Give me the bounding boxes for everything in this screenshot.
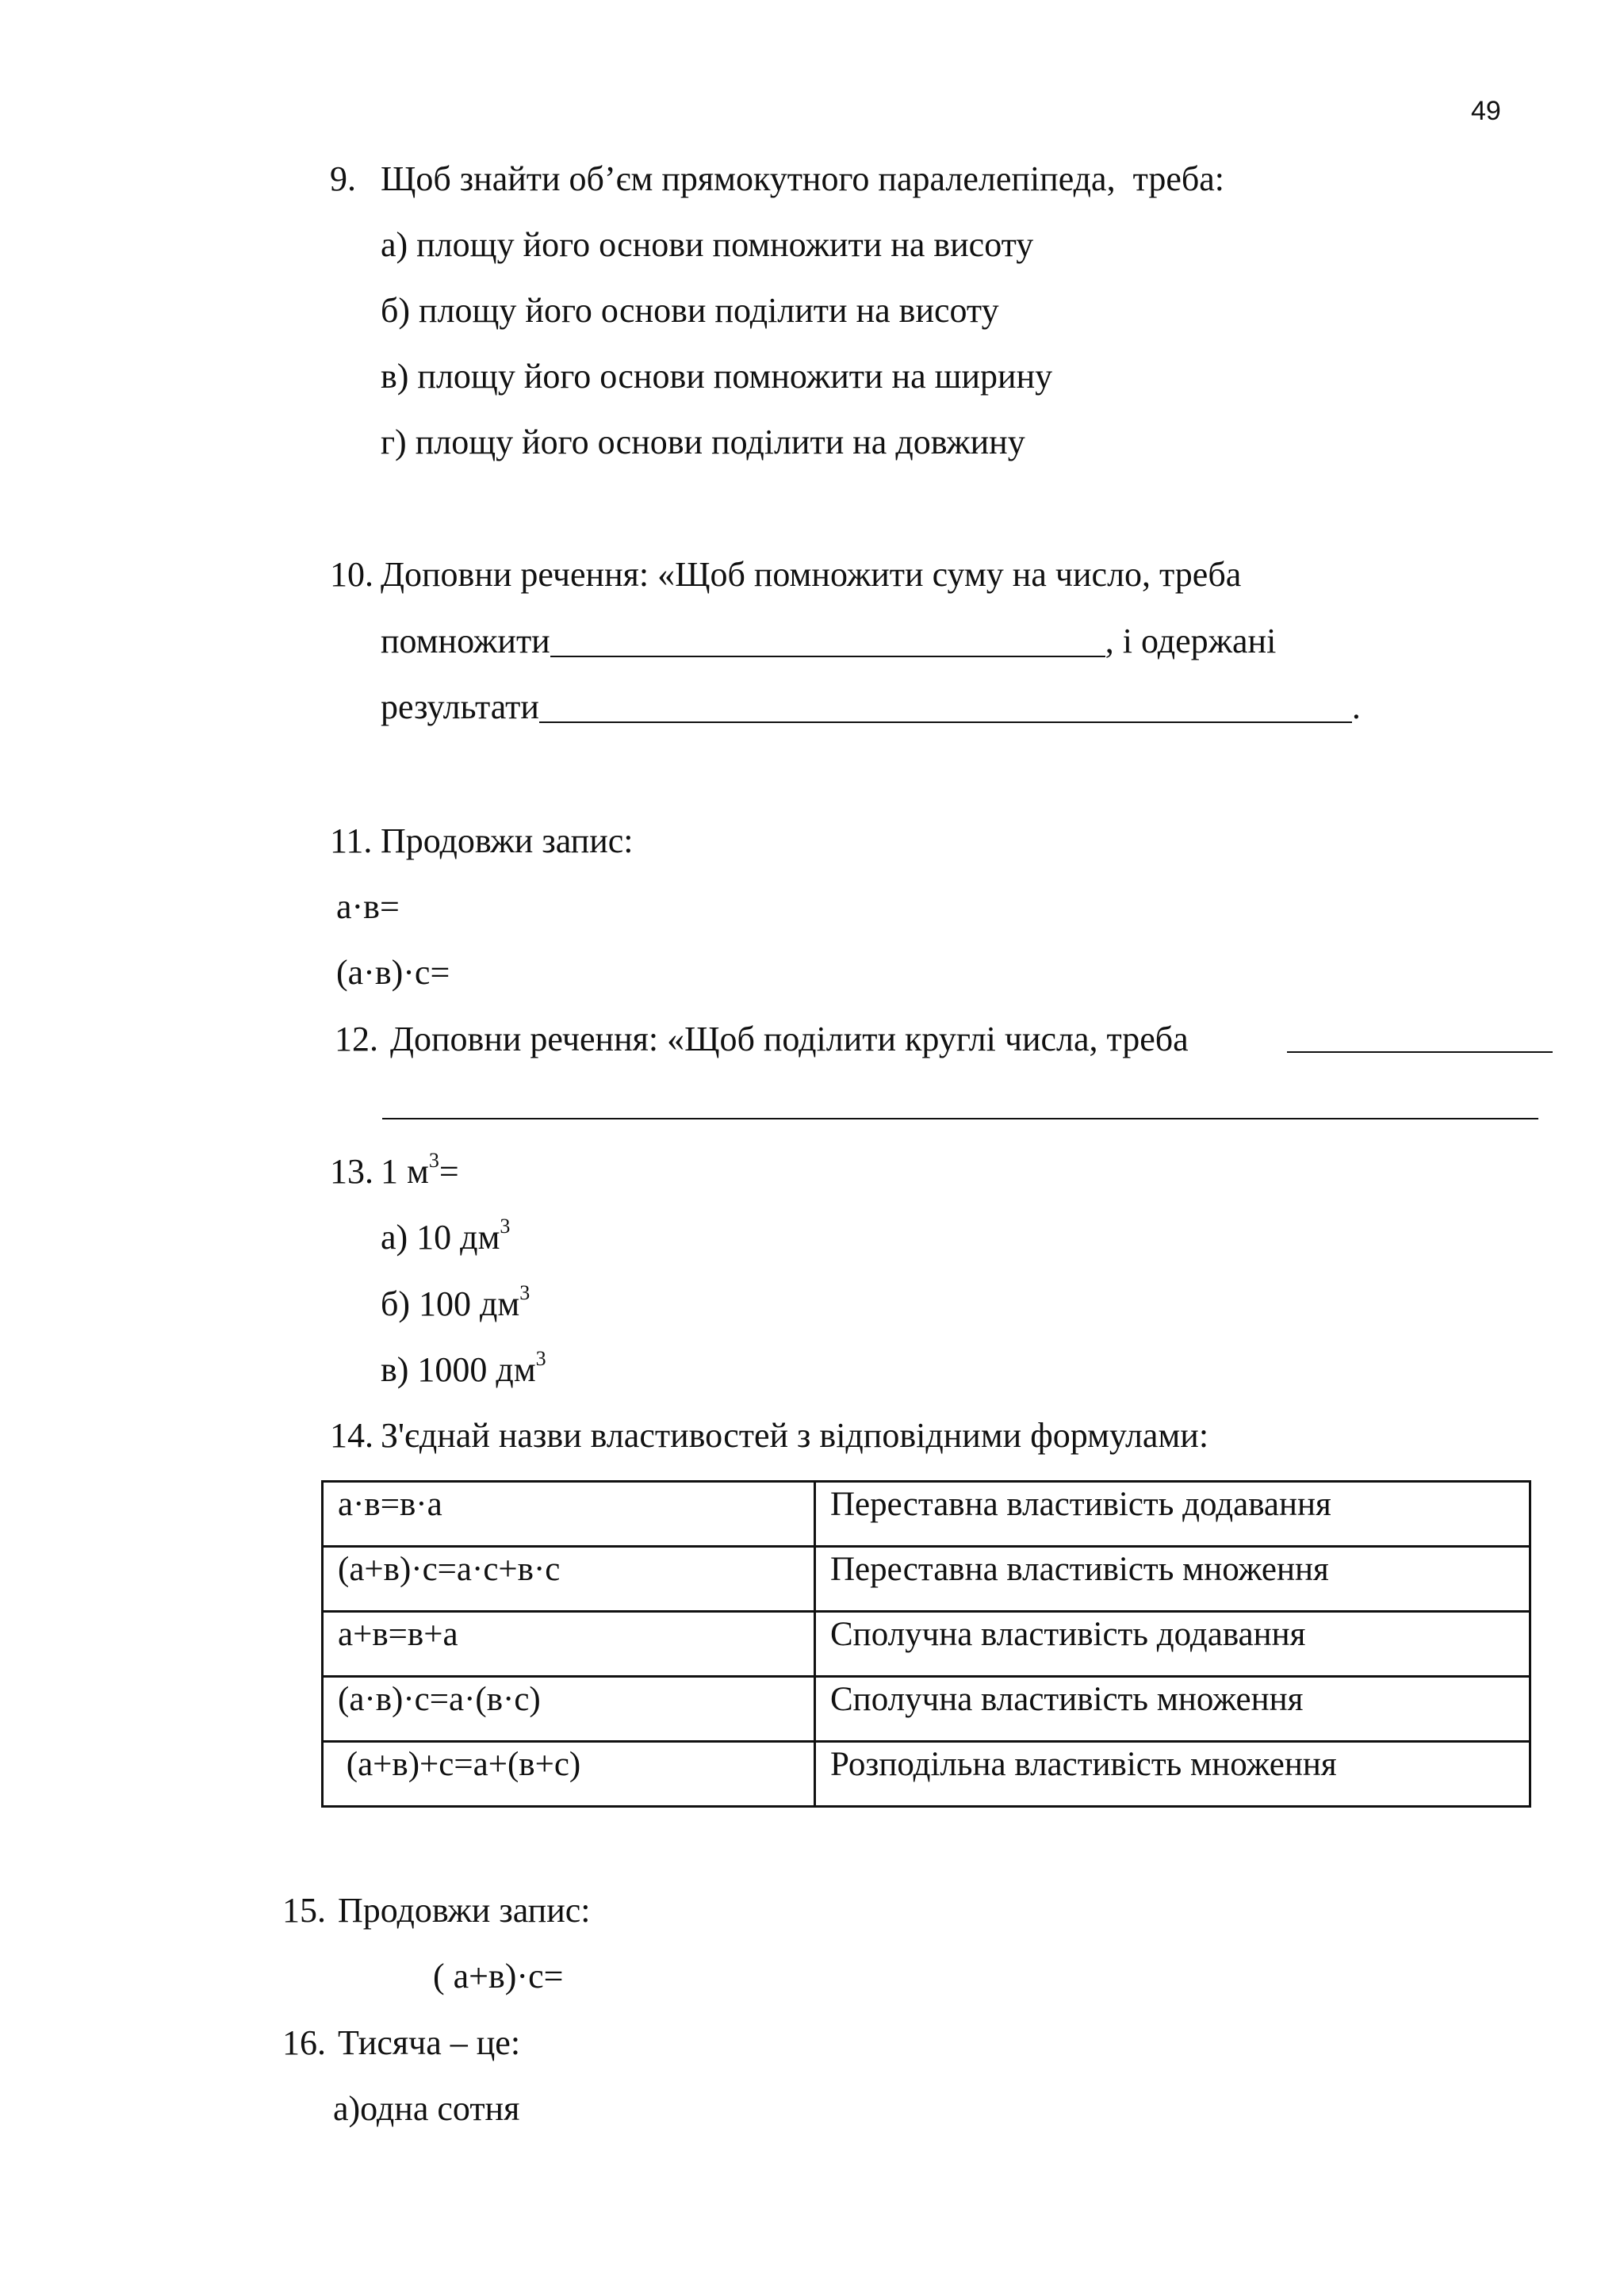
table-row: [323, 1677, 1530, 1742]
record-line: ( а+в)·с=: [433, 1957, 564, 1996]
answer-blank[interactable]: [1287, 1051, 1553, 1053]
formula-cell[interactable]: а+в=в+а: [323, 1612, 815, 1677]
answer-blank[interactable]: [382, 1118, 1538, 1119]
superscript: 3: [428, 1149, 439, 1173]
question-9: [330, 157, 1224, 201]
question-text: Щоб знайти об’єм прямокутного паралелепіпеда, треба:: [381, 159, 1225, 198]
option-text: в) 1000 дм: [381, 1350, 536, 1389]
record-line-2: (а·в)·с=: [336, 953, 450, 992]
page-number: 49: [1471, 96, 1501, 126]
property-cell[interactable]: Переставна властивість множення: [815, 1547, 1530, 1612]
properties-table: [321, 1480, 1531, 1808]
question-text: Тисяча – це:: [338, 2023, 521, 2062]
question-10-line-2: [381, 619, 1276, 664]
table-row: [323, 1547, 1530, 1612]
table-row: [323, 1612, 1530, 1677]
option-9b: б) площу його основи поділити на висоту: [381, 291, 999, 330]
question-number: 16.: [282, 2023, 326, 2062]
question-12: [335, 1017, 1189, 1062]
option-9d: г) площу його основи поділити на довжину: [381, 423, 1025, 461]
question-number: 11.: [330, 821, 373, 860]
superscript: 3: [535, 1347, 546, 1371]
question-text: Доповни речення: «Щоб помножити суму на число, треба: [381, 555, 1242, 594]
option-text: б) 100 дм: [381, 1284, 520, 1323]
line-text: , і одержані: [1105, 622, 1277, 660]
question-number: 15.: [282, 1891, 326, 1930]
answer-blank[interactable]: [550, 621, 1105, 657]
property-cell[interactable]: Сполучна властивість додавання: [815, 1612, 1530, 1677]
formula-cell[interactable]: (а+в)·с=а·с+в·с: [323, 1547, 815, 1612]
question-text: Доповни речення: «Щоб поділити круглі числа, треба: [390, 1020, 1189, 1058]
superscript: 3: [500, 1215, 511, 1238]
line-text: результати: [381, 687, 539, 726]
option-13b: [381, 1282, 530, 1326]
formula-cell[interactable]: (а·в)·с=а·(в·с): [323, 1677, 815, 1742]
question-11: [330, 819, 634, 863]
record-line-1: а·в=: [336, 887, 400, 926]
superscript: 3: [519, 1281, 530, 1305]
option-9c: в) площу його основи помножити на ширину: [381, 357, 1053, 396]
question-10: [330, 553, 1241, 597]
question-text: Продовжи запис:: [338, 1891, 591, 1930]
property-cell[interactable]: Переставна властивість додавання: [815, 1482, 1530, 1547]
option-13c: [381, 1348, 546, 1392]
question-number: 10.: [330, 555, 373, 594]
question-15: [282, 1888, 591, 1933]
question-number: 9.: [330, 159, 356, 198]
answer-blank[interactable]: [539, 687, 1352, 723]
question-13: [330, 1150, 459, 1194]
question-number: 13.: [330, 1152, 373, 1191]
property-cell[interactable]: Сполучна властивість множення: [815, 1677, 1530, 1742]
option-9a: а) площу його основи помножити на висоту: [381, 225, 1034, 264]
property-cell[interactable]: Розподільна властивість множення: [815, 1742, 1530, 1807]
question-text: Продовжи запис:: [381, 821, 634, 860]
option-16a: а)одна сотня: [333, 2089, 520, 2128]
question-number: 14.: [330, 1416, 373, 1455]
question-16: [282, 2021, 520, 2065]
line-text: .: [1351, 687, 1361, 726]
question-text: З'єднай назви властивостей з відповідними формулами:: [381, 1416, 1209, 1455]
line-text: помножити: [381, 622, 550, 660]
table-row: [323, 1482, 1530, 1547]
option-13a: [381, 1215, 510, 1260]
question-number: 12.: [335, 1020, 378, 1058]
table-row: [323, 1742, 1530, 1807]
formula-cell[interactable]: а·в=в·а: [323, 1482, 815, 1547]
question-text: 1 м: [381, 1152, 429, 1191]
formula-cell[interactable]: (а+в)+с=а+(в+с): [323, 1742, 815, 1807]
option-text: а) 10 дм: [381, 1218, 500, 1257]
question-14: [330, 1414, 1208, 1458]
question-text: =: [439, 1152, 459, 1191]
question-10-line-3: [381, 685, 1361, 729]
